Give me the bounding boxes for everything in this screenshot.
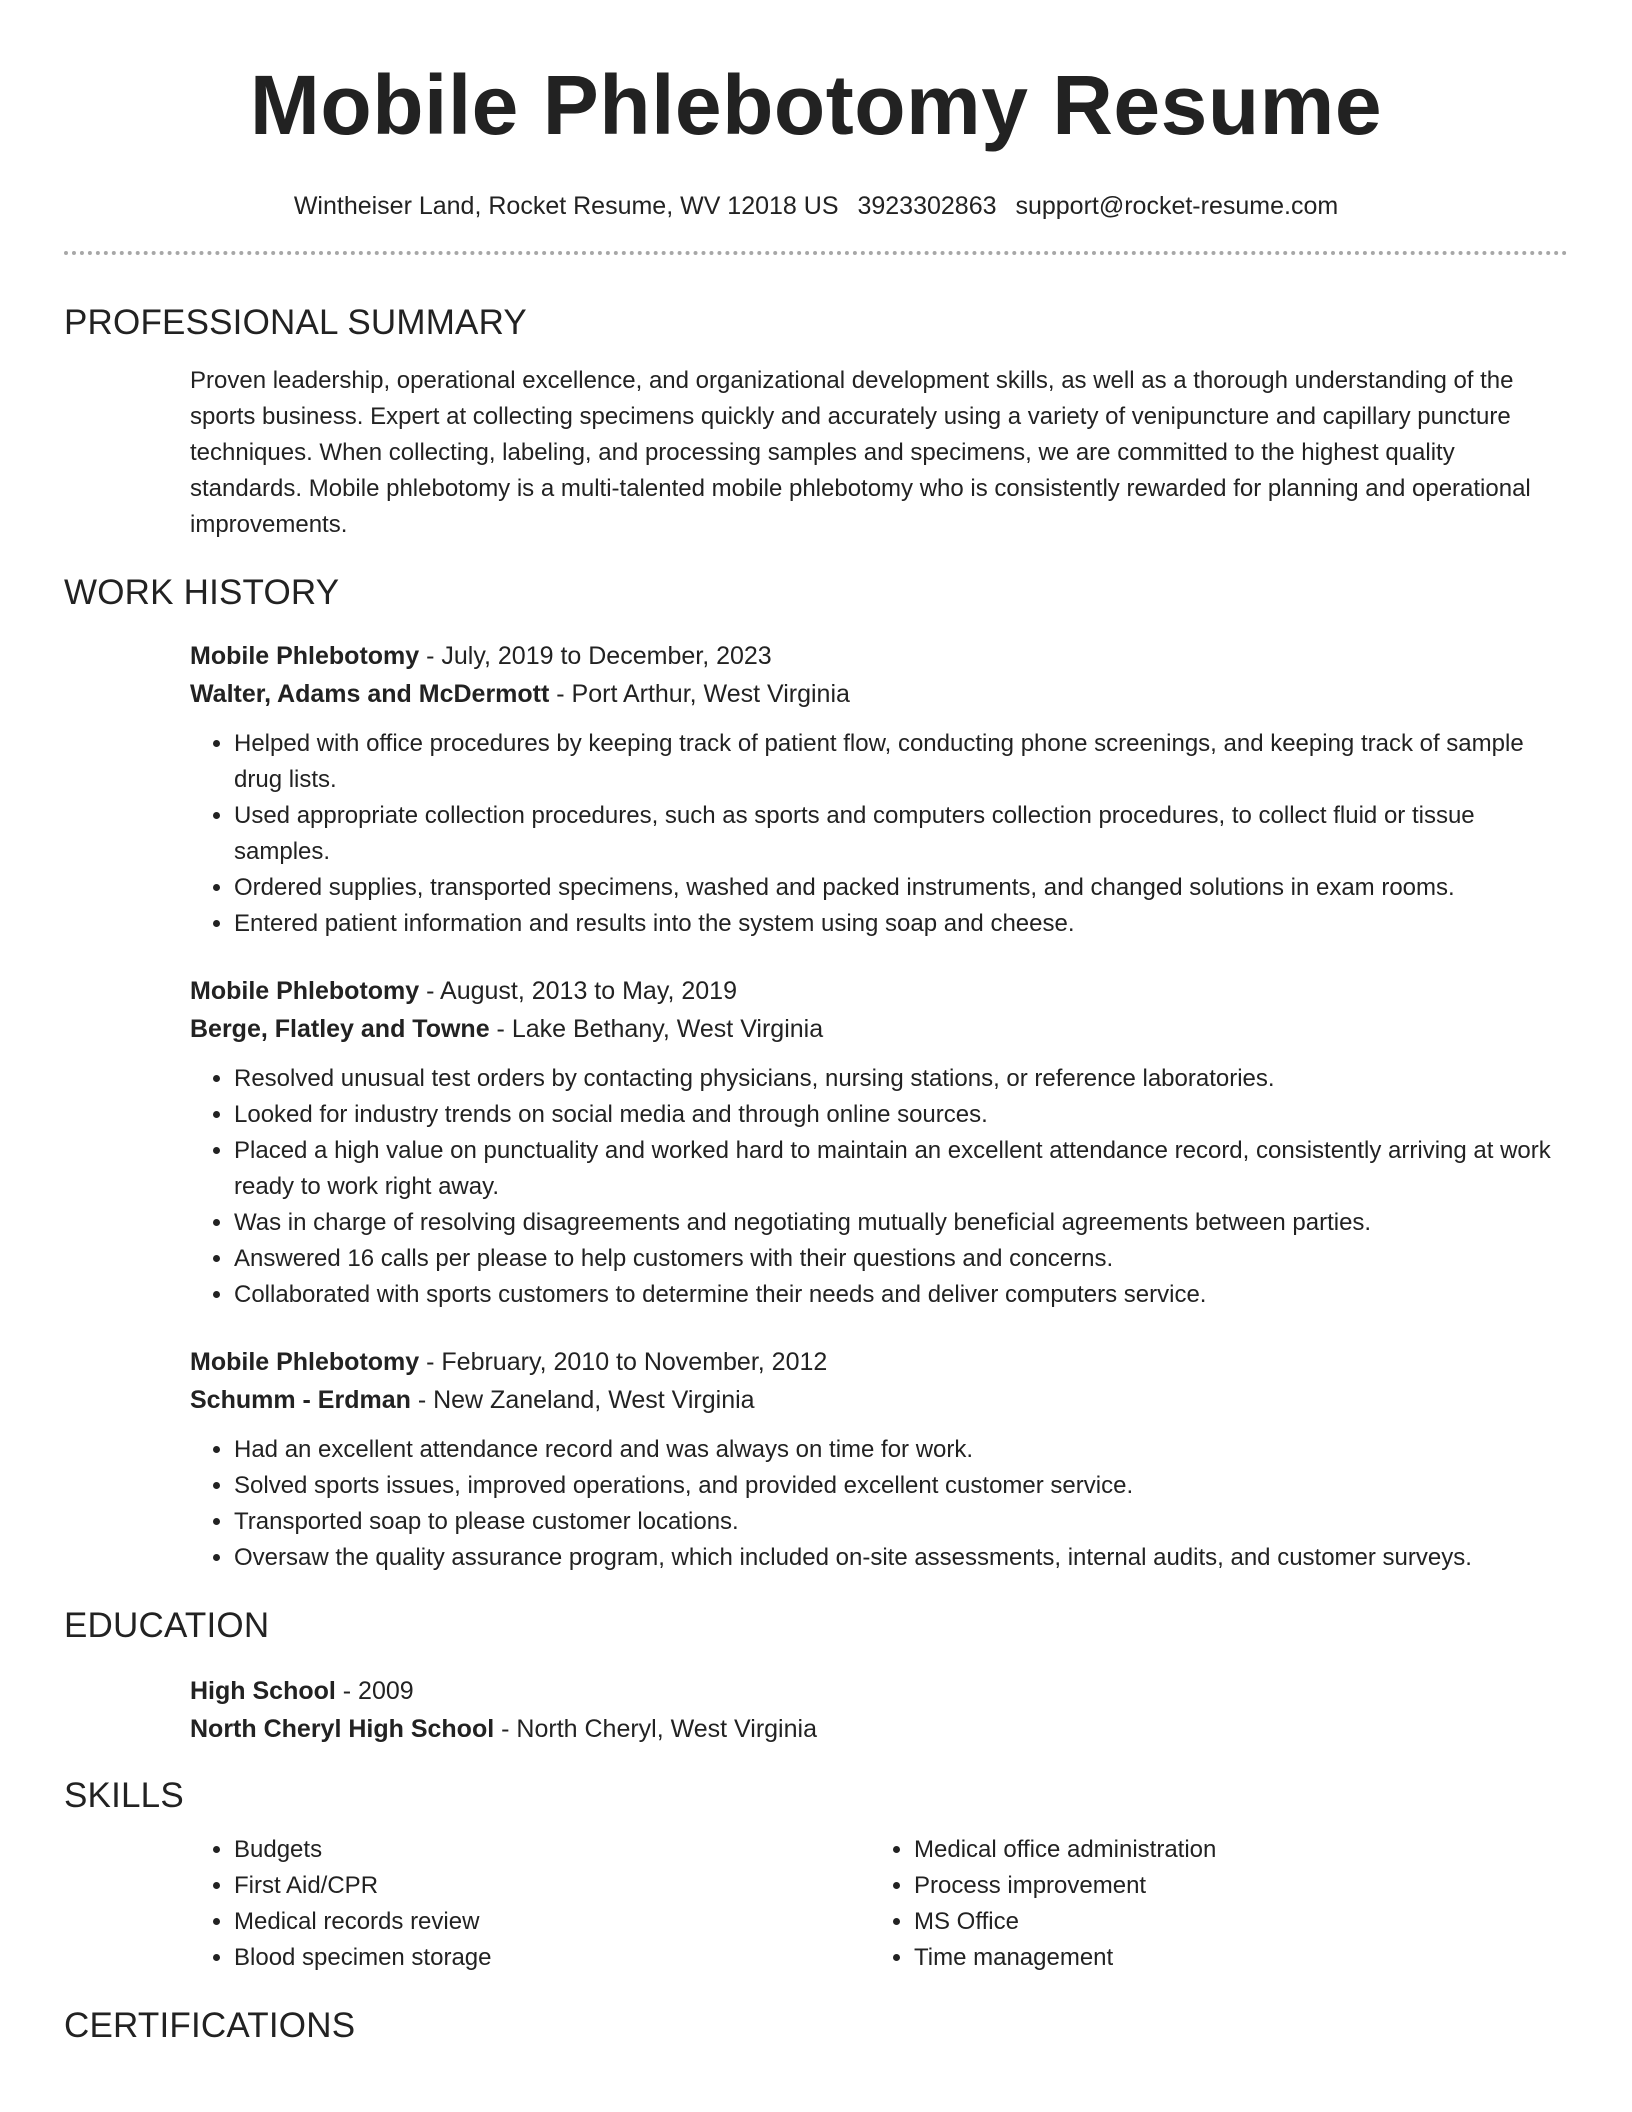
skill-item: • Time management [914,1940,1550,1976]
job-entry-3 [190,1343,1568,1576]
job-bullet: • Transported soap to please customer locations. [234,1504,1568,1540]
job-bullet: • Helped with office procedures by keeping track of patient flow, conducting phone screenings, and keeping track of sample drug lists. [234,726,1568,798]
skill-item: • First Aid/CPR [234,1868,870,1904]
job-company: Walter, Adams and McDermott [190,680,550,708]
job-bullets [190,726,1568,942]
education-location: - North Cheryl, West Virginia [494,1715,817,1743]
skill-item: • Medical records review [234,1904,870,1940]
skill-item: • Blood specimen storage [234,1940,870,1976]
job-dates: - August, 2013 to May, 2019 [419,977,737,1005]
job-location: - New Zaneland, West Virginia [410,1386,755,1414]
job-bullet: • Had an excellent attendance record and was always on time for work. [234,1432,1568,1468]
summary-heading: PROFESSIONAL SUMMARY [64,303,527,342]
job-location: - Lake Bethany, West Virginia [489,1015,824,1043]
work-history-heading: WORK HISTORY [64,573,340,612]
job-company-line [190,675,1568,713]
job-bullet: • Ordered supplies, transported specimens, washed and packed instruments, and changed solutions in exam rooms. [234,870,1568,906]
contact-email: support@rocket-resume.com [1015,192,1339,220]
resume-title: Mobile Phlebotomy Resume [249,58,1383,152]
job-bullet: • Answered 16 calls per please to help customers with their questions and concerns. [234,1241,1568,1277]
skill-item: • Budgets [234,1832,870,1868]
job-bullet: • Looked for industry trends on social media and through online sources. [234,1097,1568,1133]
job-title-line [190,637,1568,675]
job-title: Mobile Phlebotomy [190,1348,420,1376]
job-entry-1 [190,637,1568,942]
skill-item: • Process improvement [914,1868,1550,1904]
contact-info [64,191,1568,221]
job-bullet: • Oversaw the quality assurance program, which included on-site assessments, internal audits, and customer surveys. [234,1540,1568,1576]
education-degree: High School [190,1677,336,1705]
job-dates: - February, 2010 to November, 2012 [419,1348,828,1376]
job-bullet: • Resolved unusual test orders by contacting physicians, nursing stations, or reference laboratories. [234,1061,1568,1097]
job-bullets [190,1061,1568,1313]
job-company: Schumm - Erdman [190,1386,411,1414]
skills-grid [190,1832,1568,1976]
job-bullet: • Entered patient information and results into the system using soap and cheese. [234,906,1568,942]
job-company-line [190,1010,1568,1048]
job-title-line [190,1343,1568,1381]
job-company: Berge, Flatley and Towne [190,1015,490,1043]
job-location: - Port Arthur, West Virginia [549,680,850,708]
contact-phone: 3923302863 [857,192,997,220]
education-school-line [190,1710,1568,1748]
job-bullet: • Solved sports issues, improved operations, and provided excellent customer service. [234,1468,1568,1504]
job-entry-2 [190,972,1568,1313]
job-title: Mobile Phlebotomy [190,977,420,1005]
job-dates: - July, 2019 to December, 2023 [419,642,772,670]
job-bullet: • Used appropriate collection procedures, such as sports and computers collection procedures, to collect fluid or tissue samples. [234,798,1568,870]
education-year: - 2009 [335,1677,414,1705]
education-degree-line [190,1672,1568,1710]
job-bullet: • Collaborated with sports customers to determine their needs and deliver computers service. [234,1277,1568,1313]
job-title-line [190,972,1568,1010]
skills-column-left [190,1832,870,1976]
skill-item: • MS Office [914,1904,1550,1940]
skills-heading: SKILLS [64,1776,184,1815]
job-bullet: • Placed a high value on punctuality and worked hard to maintain an excellent attendance record, consistently arriving at work ready to work right away. [234,1133,1568,1205]
skill-item: • Medical office administration [914,1832,1550,1868]
resume-page [64,0,1568,2048]
summary-text: Proven leadership, operational excellence, and organizational development skills, as well as a thorough understanding of the sports business. Expert at collecting specimens quickly and accurately using a variety of venipuncture and capillary puncture techniques. When collecting, labeling, and processing samples and specimens, we are committed to the highest quality standards. Mobile phlebotomy is a multi-talented mobile phlebotomy who is consistently rewarded for planning and operational improvements. [190,367,1531,538]
skills-column-right [870,1832,1550,1976]
header-divider [64,251,1568,255]
job-bullet: • Was in charge of resolving disagreements and negotiating mutually beneficial agreements between parties. [234,1205,1568,1241]
certifications-heading: CERTIFICATIONS [64,2006,356,2045]
education-entry [190,1672,1568,1748]
education-school: North Cheryl High School [190,1715,495,1743]
job-bullets [190,1432,1568,1576]
job-title: Mobile Phlebotomy [190,642,420,670]
contact-address: Wintheiser Land, Rocket Resume, WV 12018 US [293,192,839,220]
education-heading: EDUCATION [64,1606,270,1645]
job-company-line [190,1381,1568,1419]
